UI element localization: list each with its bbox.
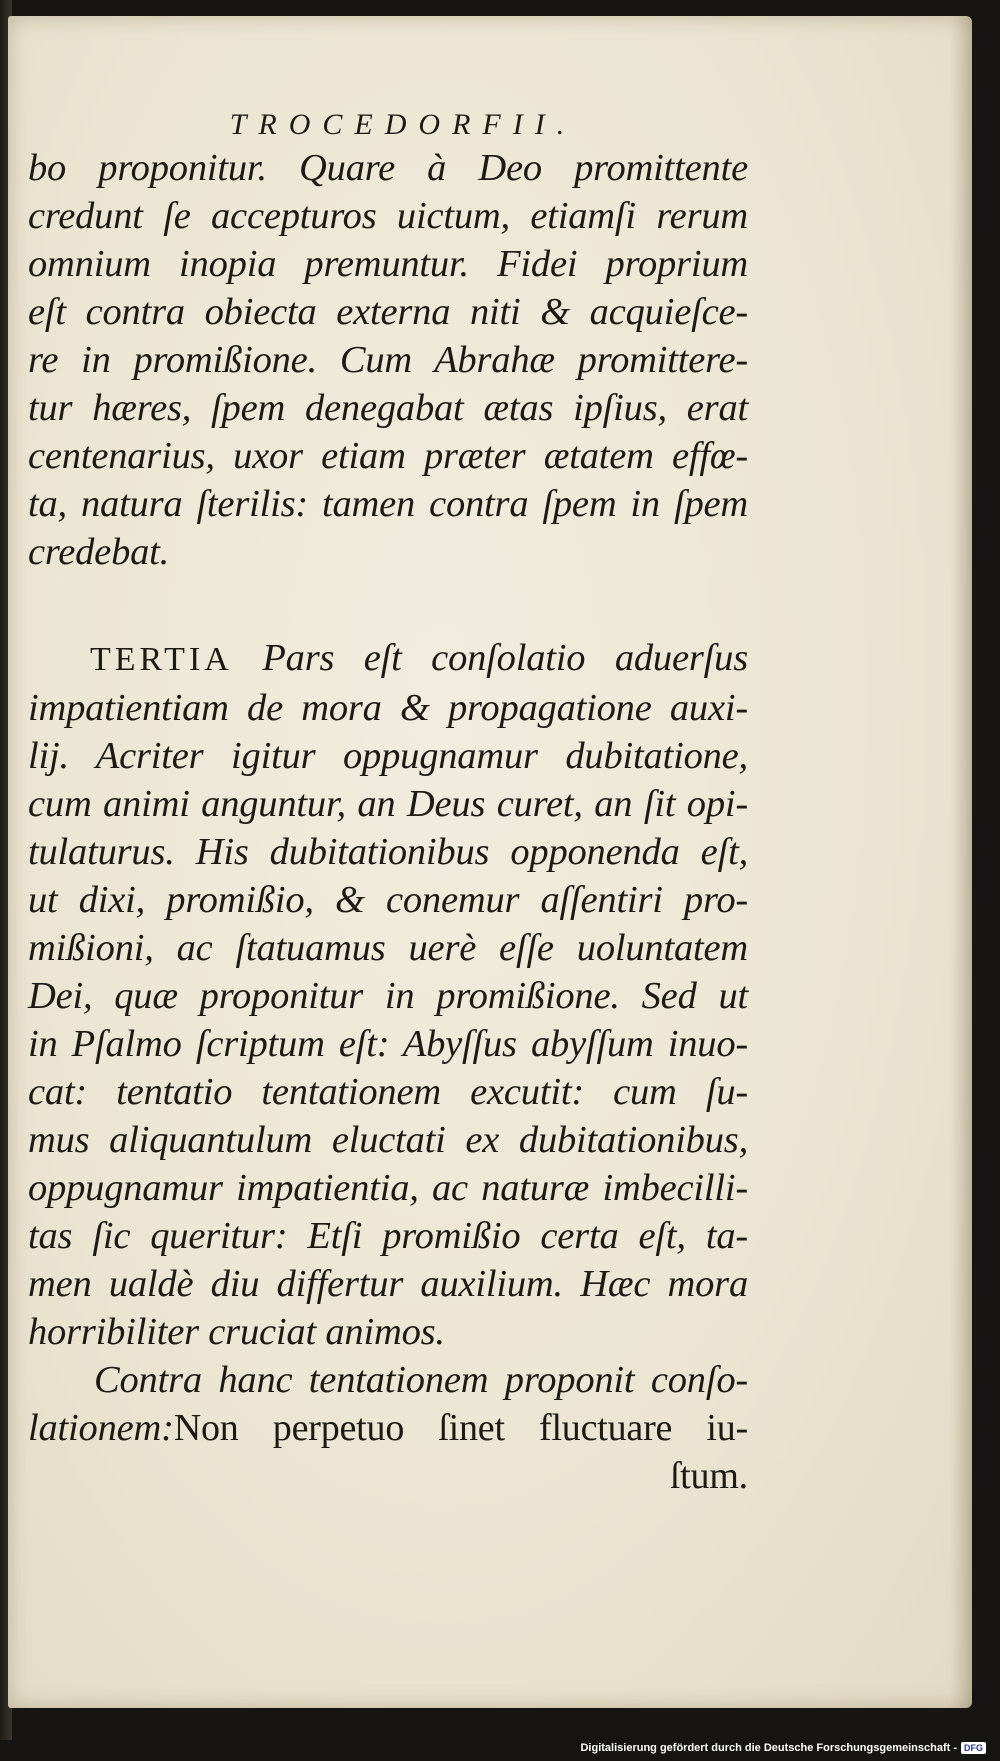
text-line: credebat.: [28, 531, 170, 573]
section-lead-word: TERTIA: [90, 641, 233, 678]
text-line: oppugnamur impatientia, ac naturæ imbecilli-: [28, 1167, 748, 1209]
text-line: cum animi anguntur, an Deus curet, an ſit opi-: [28, 783, 748, 825]
paragraph-3: [28, 1356, 748, 1500]
text-line: lij. Acriter igitur oppugnamur dubitatione,: [28, 735, 748, 777]
text-line: Dei, quæ proponitur in promißione. Sed ut: [28, 975, 748, 1017]
running-head: TROCEDORFII.: [229, 108, 577, 141]
text-line: mißioni, ac ſtatuamus uerè eſſe uoluntatem: [28, 927, 748, 969]
text-line: [28, 1404, 748, 1452]
text-line: tulaturus. His dubitationibus opponenda eſt,: [28, 831, 748, 873]
page-text: [28, 108, 748, 1500]
paragraph-1: [28, 144, 748, 576]
text-line: men ualdè diu differtur auxilium. Hæc mora: [28, 1263, 748, 1305]
digitization-credit: [580, 1739, 986, 1757]
text-line: mus aliquantulum eluctati ex dubitationibus,: [28, 1119, 748, 1161]
text-line: ſtum.: [669, 1455, 748, 1497]
text-line: Contra hanc tentationem proponit conſo-: [94, 1359, 748, 1401]
book-page: [8, 16, 972, 1708]
text-line: eſt contra obiecta externa niti & acquieſce-: [28, 291, 748, 333]
text-line: cat: tentatio tentationem excutit: cum ſu-: [28, 1071, 748, 1113]
page-edge-shadow: [950, 16, 972, 1708]
credit-text: Digitalisierung gefördert durch die Deutsche Forschungsgemeinschaft -: [580, 1742, 957, 1754]
text-line: ut dixi, promißio, & conemur aſſentiri pro-: [28, 879, 748, 921]
text-line: tur hæres, ſpem denegabat ætas ipſius, erat: [28, 387, 748, 429]
text-line: re in promißione. Cum Abrahæ promittere-: [28, 339, 748, 381]
text-line: bo proponitur. Quare à Deo promittente: [28, 147, 748, 189]
text-line: impatientiam de mora & propagatione auxi-: [28, 687, 748, 729]
dfg-logo: DFG: [961, 1742, 986, 1754]
text-line: ta, natura ſterilis: tamen contra ſpem in ſpem: [28, 483, 748, 525]
text-line: in Pſalmo ſcriptum eſt: Abyſſus abyſſum inuo-: [28, 1023, 748, 1065]
text-span: Pars eſt conſolatio aduerſus: [262, 637, 748, 679]
text-line: credunt ſe accepturos uictum, etiamſi rerum: [28, 195, 748, 237]
paragraph-gap: [28, 576, 748, 634]
text-line: [28, 634, 748, 684]
text-line: centenarius, uxor etiam præter ætatem effœ-: [28, 435, 748, 477]
text-line: omnium inopia premuntur. Fidei proprium: [28, 243, 748, 285]
text-span: lationem:: [28, 1407, 174, 1449]
quotation-text: Non perpetuo ſinet fluctuare iu-: [173, 1407, 748, 1449]
text-line: tas ſic queritur: Etſi promißio certa eſt, ta-: [28, 1215, 748, 1257]
text-line: horribiliter cruciat animos.: [28, 1311, 445, 1353]
paragraph-2: [28, 634, 748, 1356]
